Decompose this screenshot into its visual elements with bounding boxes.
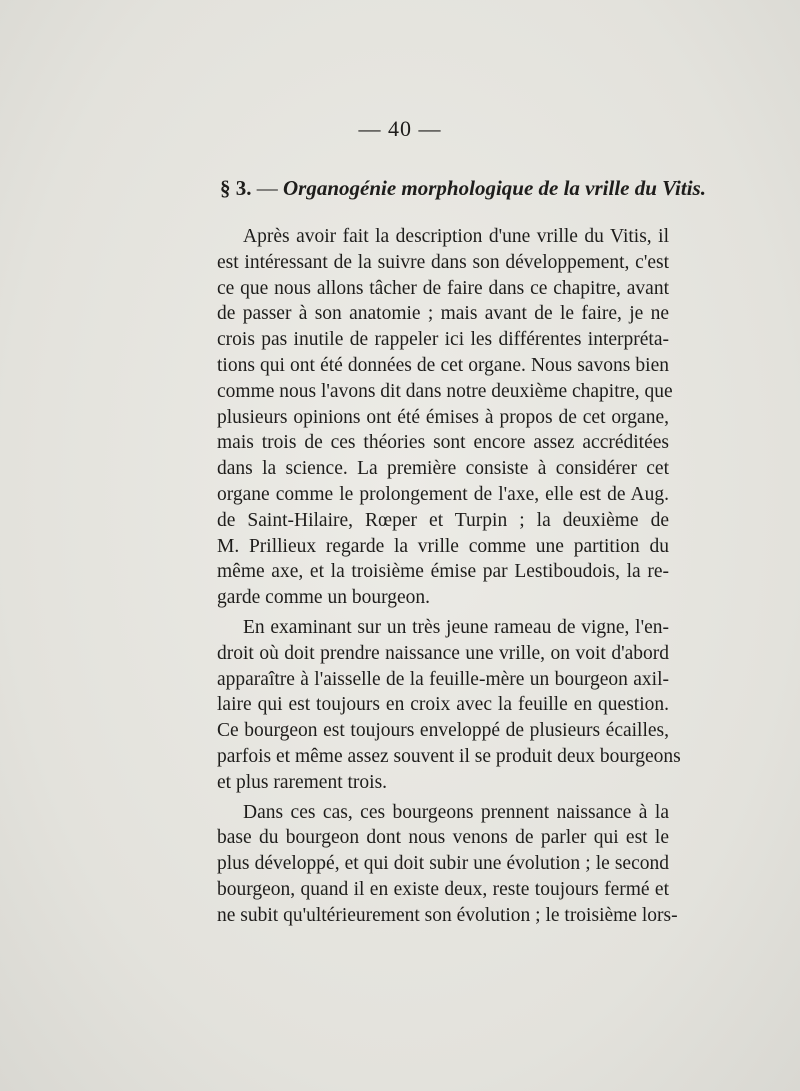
text-line: comme nous l'avons dit dans notre deuxième chapitre, que [217, 380, 673, 402]
paragraph [217, 615, 681, 796]
page-number: — 40 — [358, 116, 442, 141]
text-line: En examinant sur un très jeune rameau de vigne, l'en- [243, 616, 669, 638]
text-line: garde comme un bourgeon. [217, 587, 430, 609]
text-line: de Saint-Hilaire, Rœper et Turpin ; la deuxième de [217, 509, 669, 531]
section-dash: — [256, 176, 278, 200]
text-line: et plus rarement trois. [217, 771, 388, 793]
text-line: droit où doit prendre naissance une vrille, on voit d'abord [217, 642, 669, 664]
text-line: plusieurs opinions ont été émises à propos de cet organe, [217, 406, 669, 428]
text-line: mais trois de ces théories sont encore assez accréditées [217, 432, 669, 454]
text-line: de passer à son anatomie ; mais avant de le faire, je ne [217, 303, 669, 325]
section-number: § 3. [220, 176, 252, 200]
text-line: Après avoir fait la description d'une vrille du Vitis, il [243, 226, 669, 247]
text-line: plus développé, et qui doit subir une évolution ; le second [217, 853, 669, 875]
text-line: bourgeon, quand il en existe deux, reste toujours fermé et [217, 878, 669, 900]
text-line: dans la science. La première consiste à considérer cet [217, 458, 669, 480]
text-line: organe comme le prolongement de l'axe, elle est de Aug. [217, 483, 669, 505]
paragraph [217, 800, 678, 929]
text-line: ce que nous allons tâcher de faire dans ce chapitre, avant [217, 277, 669, 299]
paragraph [217, 224, 673, 611]
text-line: laire qui est toujours en croix avec la feuille en question. [217, 694, 669, 716]
text-line: apparaître à l'aisselle de la feuille-mère un bourgeon axil- [217, 668, 669, 690]
body-text [217, 224, 681, 929]
text-line: même axe, et la troisième émise par Lestiboudois, la re- [217, 561, 669, 583]
section-heading [220, 176, 706, 201]
text-line: tions qui ont été données de cet organe. Nous savons bien [217, 354, 669, 376]
text-line: Ce bourgeon est toujours enveloppé de plusieurs écailles, [217, 720, 669, 742]
section-title: Organogénie morphologique de la vrille du Vitis. [283, 176, 706, 200]
text-line: crois pas inutile de rappeler ici les différentes interpréta- [217, 329, 669, 351]
text-line: parfois et même assez souvent il se produit deux bourgeons [217, 745, 681, 767]
text-line: M. Prillieux regarde la vrille comme une partition du [217, 535, 669, 557]
text-line: est intéressant de la suivre dans son développement, c'est [217, 251, 669, 273]
text-line: ne subit qu'ultérieurement son évolution ; le troisième lors- [217, 904, 678, 926]
text-line: Dans ces cas, ces bourgeons prennent naissance à la [243, 801, 669, 823]
text-line: base du bourgeon dont nous venons de parler qui est le [217, 827, 669, 849]
